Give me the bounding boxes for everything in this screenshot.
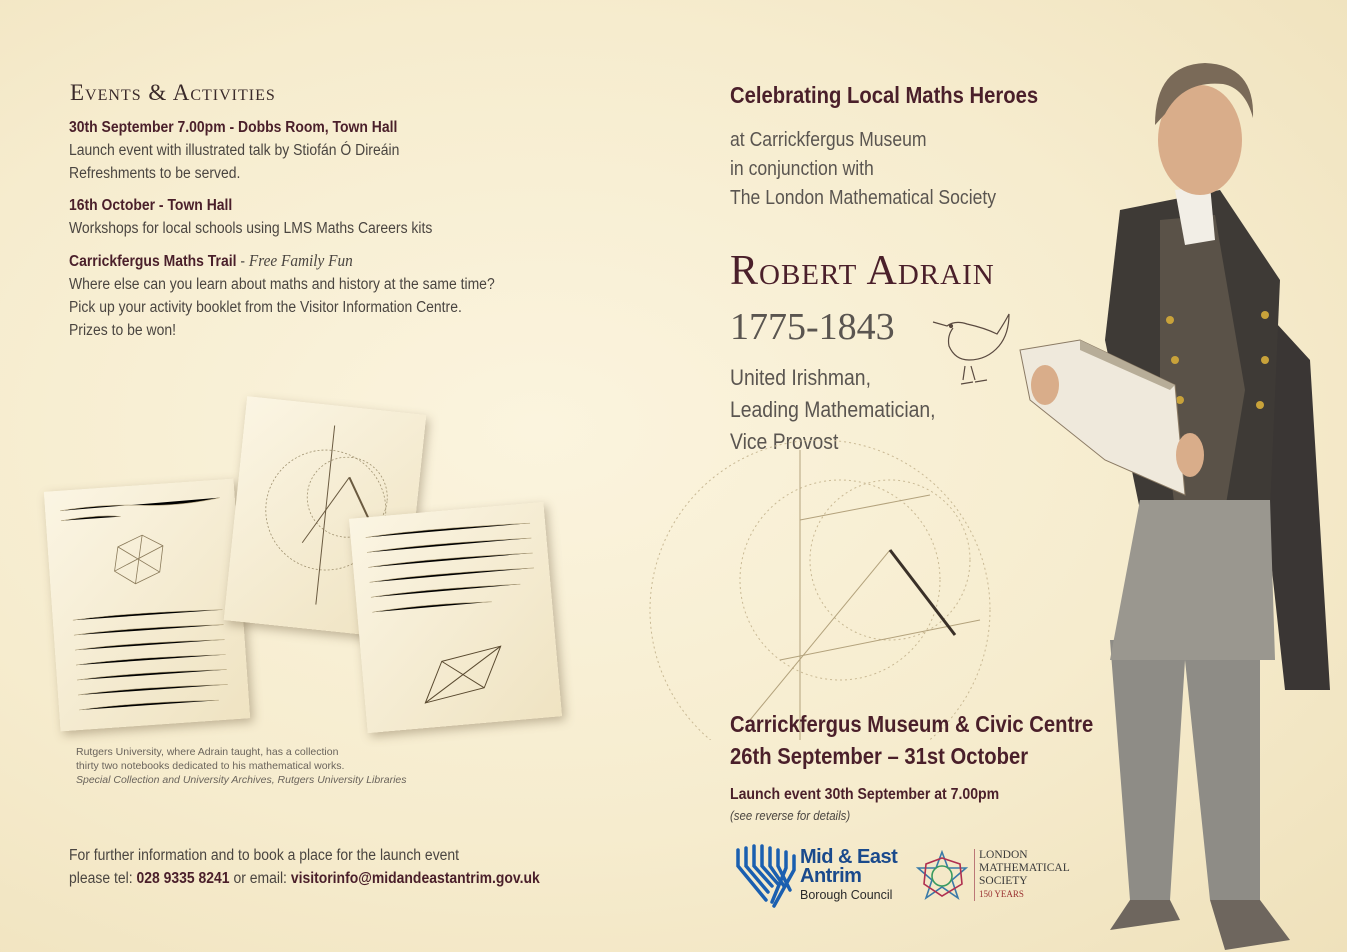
contact-mid: or email: (229, 870, 291, 887)
geometry-sketch (600, 440, 1020, 740)
assoc-line1: at Carrickfergus Museum (730, 129, 927, 151)
launch-text: Launch event 30th September at 7.00pm (730, 786, 1000, 803)
lms-line3: SOCIETY (979, 875, 1028, 887)
wren-bird-icon (925, 300, 1015, 390)
contact-prefix: please tel: (69, 870, 137, 887)
details-note: (see reverse for details) (730, 808, 851, 823)
robert-adrain-portrait (1010, 40, 1347, 952)
event-2-line1: Workshops for local schools using LMS Maths Careers kits (69, 220, 433, 237)
lms-star-logo-icon (914, 850, 970, 902)
event-1-heading: 30th September 7.00pm - Dobbs Room, Town Hall (69, 119, 398, 136)
event-2-heading: 16th October - Town Hall (69, 197, 233, 214)
council-line2: Antrim (800, 865, 862, 887)
council-line1: Mid & East (800, 846, 898, 868)
lms-years: 150 YEARS (979, 889, 1024, 899)
caption-line1: Rutgers University, where Adrain taught, has a collection (76, 746, 339, 758)
event-3-heading: Carrickfergus Maths Trail (69, 253, 237, 270)
caption-line2: thirty two notebooks dedicated to his mathematical works. (76, 760, 345, 772)
image-caption (76, 745, 407, 787)
event-3-sep: - (236, 253, 249, 270)
assoc-line3: The London Mathematical Society (730, 187, 997, 209)
event-1 (69, 116, 399, 185)
contact-info (69, 844, 540, 890)
contact-email[interactable]: visitorinfo@midandeastantrim.gov.uk (290, 870, 540, 887)
events-title: Events & Activities (70, 80, 276, 105)
council-sub: Borough Council (800, 888, 893, 902)
event-2 (69, 194, 432, 240)
venue-dates: 26th September – 31st October (730, 743, 1029, 769)
lms-line1: LONDON (979, 849, 1028, 861)
notebook-images (40, 385, 580, 755)
notebook-page-1-drawing (44, 479, 250, 732)
title-line1: United Irishman, (730, 365, 871, 390)
notebook-page-1 (44, 479, 250, 732)
event-1-line1: Launch event with illustrated talk by Stiofán Ó Direáin (69, 142, 400, 159)
assoc-line2: in conjunction with (730, 158, 874, 180)
event-3 (69, 249, 495, 342)
hero-years: 1775-1843 (730, 306, 895, 348)
event-1-line2: Refreshments to be served. (69, 165, 241, 182)
event-3-tag: Free Family Fun (248, 251, 353, 270)
event-3-line1: Where else can you learn about maths and history at the same time? (69, 276, 495, 293)
title-line2: Leading Mathematician, (730, 397, 936, 422)
celebrate-heading: Celebrating Local Maths Heroes (730, 82, 1039, 108)
hero-name: Robert Adrain (730, 248, 995, 294)
association-text (730, 126, 996, 213)
notebook-page-3-drawing (349, 502, 562, 733)
caption-credit: Special Collection and University Archives, Rutgers University Libraries (76, 774, 407, 786)
venue-name: Carrickfergus Museum & Civic Centre (730, 711, 1094, 737)
event-3-line3: Prizes to be won! (69, 322, 177, 339)
council-name (800, 848, 897, 886)
notebook-page-3 (349, 502, 562, 733)
title-line3: Vice Provost (730, 429, 839, 454)
event-3-line2: Pick up your activity booklet from the Visitor Information Centre. (69, 299, 462, 316)
contact-phone[interactable]: 028 9335 8241 (136, 870, 230, 887)
lms-line2: MATHEMATICAL (979, 862, 1070, 874)
contact-line1: For further information and to book a place for the launch event (69, 847, 460, 864)
